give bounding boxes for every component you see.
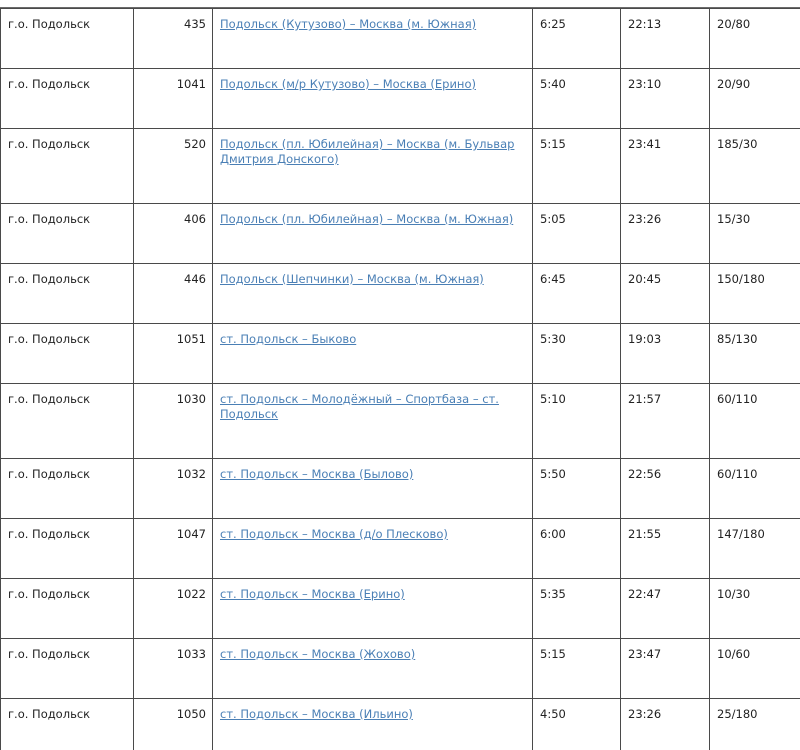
interval-cell: 85/130 (710, 324, 800, 384)
table-row (1, 69, 800, 129)
route-link[interactable]: ст. Подольск – Москва (д/о Плесково) (220, 527, 448, 541)
first-departure-cell: 5:50 (533, 459, 621, 519)
route-number-cell: 1050 (134, 699, 213, 750)
route-number-cell: 1030 (134, 384, 213, 459)
first-departure-cell: 5:30 (533, 324, 621, 384)
interval-cell: 20/80 (710, 9, 800, 69)
route-link[interactable]: Подольск (Шепчинки) – Москва (м. Южная) (220, 272, 484, 286)
route-name-cell (213, 519, 533, 579)
route-number-cell: 1033 (134, 639, 213, 699)
first-departure-cell: 5:10 (533, 384, 621, 459)
interval-cell: 150/180 (710, 264, 800, 324)
table-row (1, 204, 800, 264)
last-departure-cell: 22:56 (621, 459, 710, 519)
table-row (1, 579, 800, 639)
table-row (1, 519, 800, 579)
route-number-cell: 1041 (134, 69, 213, 129)
district-cell: г.о. Подольск (1, 519, 134, 579)
district-cell: г.о. Подольск (1, 324, 134, 384)
district-cell: г.о. Подольск (1, 204, 134, 264)
table-row (1, 129, 800, 204)
district-cell: г.о. Подольск (1, 699, 134, 750)
route-number-cell: 1022 (134, 579, 213, 639)
district-cell: г.о. Подольск (1, 9, 134, 69)
route-link[interactable]: ст. Подольск – Москва (Ильино) (220, 707, 413, 721)
first-departure-cell: 6:45 (533, 264, 621, 324)
first-departure-cell: 6:25 (533, 9, 621, 69)
route-name-cell (213, 9, 533, 69)
district-cell: г.о. Подольск (1, 384, 134, 459)
interval-cell: 60/110 (710, 459, 800, 519)
route-link[interactable]: ст. Подольск – Москва (Ерино) (220, 587, 405, 601)
route-name-cell (213, 204, 533, 264)
last-departure-cell: 23:26 (621, 204, 710, 264)
route-link[interactable]: Подольск (пл. Юбилейная) – Москва (м. Бульвар Дмитрия Донского) (220, 137, 515, 166)
district-cell: г.о. Подольск (1, 129, 134, 204)
last-departure-cell: 21:55 (621, 519, 710, 579)
interval-cell: 147/180 (710, 519, 800, 579)
last-departure-cell: 23:26 (621, 699, 710, 750)
route-name-cell (213, 639, 533, 699)
district-cell: г.о. Подольск (1, 459, 134, 519)
last-departure-cell: 22:13 (621, 9, 710, 69)
district-cell: г.о. Подольск (1, 579, 134, 639)
district-cell: г.о. Подольск (1, 264, 134, 324)
route-link[interactable]: Подольск (м/р Кутузово) – Москва (Ерино) (220, 77, 476, 91)
route-link[interactable]: Подольск (пл. Юбилейная) – Москва (м. Южная) (220, 212, 514, 226)
first-departure-cell: 5:35 (533, 579, 621, 639)
table-row (1, 699, 800, 750)
route-link[interactable]: Подольск (Кутузово) – Москва (м. Южная) (220, 17, 477, 31)
last-departure-cell: 19:03 (621, 324, 710, 384)
interval-cell: 15/30 (710, 204, 800, 264)
route-number-cell: 1051 (134, 324, 213, 384)
routes-table-body (1, 9, 800, 750)
interval-cell: 25/180 (710, 699, 800, 750)
first-departure-cell: 6:00 (533, 519, 621, 579)
route-name-cell (213, 324, 533, 384)
route-name-cell (213, 384, 533, 459)
table-row (1, 459, 800, 519)
last-departure-cell: 23:47 (621, 639, 710, 699)
route-name-cell (213, 459, 533, 519)
first-departure-cell: 5:05 (533, 204, 621, 264)
last-departure-cell: 23:41 (621, 129, 710, 204)
route-link[interactable]: ст. Подольск – Москва (Жохово) (220, 647, 416, 661)
table-row (1, 264, 800, 324)
route-name-cell (213, 699, 533, 750)
route-name-cell (213, 264, 533, 324)
route-number-cell: 435 (134, 9, 213, 69)
route-name-cell (213, 579, 533, 639)
route-link[interactable]: ст. Подольск – Быково (220, 332, 357, 346)
table-row (1, 324, 800, 384)
route-name-cell (213, 129, 533, 204)
last-departure-cell: 21:57 (621, 384, 710, 459)
first-departure-cell: 5:40 (533, 69, 621, 129)
route-name-cell (213, 69, 533, 129)
interval-cell: 20/90 (710, 69, 800, 129)
district-cell: г.о. Подольск (1, 69, 134, 129)
route-number-cell: 406 (134, 204, 213, 264)
interval-cell: 60/110 (710, 384, 800, 459)
table-row (1, 639, 800, 699)
table-row (1, 384, 800, 459)
last-departure-cell: 20:45 (621, 264, 710, 324)
last-departure-cell: 22:47 (621, 579, 710, 639)
routes-table (0, 8, 800, 750)
table-row (1, 9, 800, 69)
first-departure-cell: 4:50 (533, 699, 621, 750)
interval-cell: 10/60 (710, 639, 800, 699)
route-number-cell: 1047 (134, 519, 213, 579)
route-link[interactable]: ст. Подольск – Москва (Былово) (220, 467, 414, 481)
route-link[interactable]: ст. Подольск – Молодёжный – Спортбаза – ст. Подольск (220, 392, 499, 421)
district-cell: г.о. Подольск (1, 639, 134, 699)
route-number-cell: 1032 (134, 459, 213, 519)
route-number-cell: 520 (134, 129, 213, 204)
interval-cell: 185/30 (710, 129, 800, 204)
first-departure-cell: 5:15 (533, 639, 621, 699)
last-departure-cell: 23:10 (621, 69, 710, 129)
first-departure-cell: 5:15 (533, 129, 621, 204)
route-number-cell: 446 (134, 264, 213, 324)
interval-cell: 10/30 (710, 579, 800, 639)
